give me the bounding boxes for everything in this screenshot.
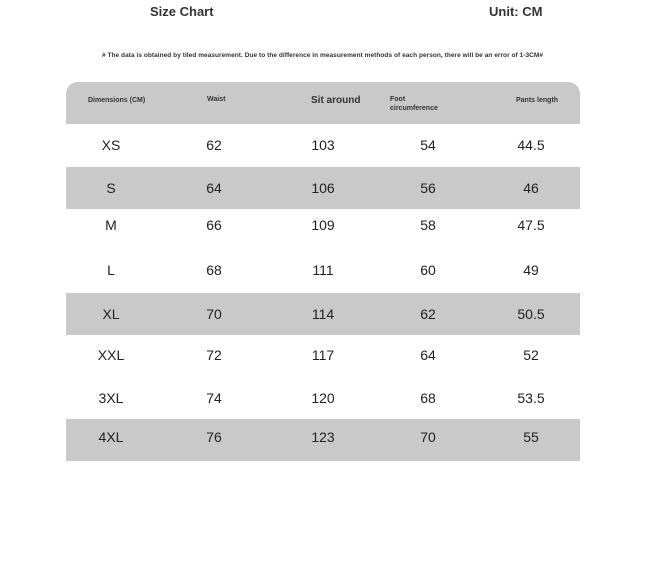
sit-around-cell: 103 [311, 137, 335, 153]
pants-length-cell: 53.5 [517, 390, 545, 406]
size-cell: XL [102, 306, 120, 322]
table-header [66, 82, 580, 124]
table-row [66, 335, 580, 377]
pants-length-cell: 47.5 [517, 217, 545, 233]
pants-length-cell: 55 [523, 429, 539, 445]
foot-circumference-cell: 70 [420, 429, 436, 445]
size-cell: M [105, 217, 117, 233]
pants-length-cell: 52 [523, 347, 539, 363]
header-waist: Waist [207, 96, 226, 103]
waist-cell: 68 [206, 262, 222, 278]
table-row [66, 377, 580, 419]
header-dimensions: Dimensions (CM) [88, 97, 146, 104]
size-cell: XXL [97, 347, 125, 363]
foot-circumference-cell: 62 [420, 306, 436, 322]
pants-length-cell: 50.5 [517, 306, 545, 322]
foot-circumference-cell: 56 [420, 180, 436, 196]
header-sit-around: Sit around [311, 95, 361, 106]
waist-cell: 66 [206, 217, 222, 233]
sit-around-cell: 117 [311, 347, 335, 363]
size-cell: L [107, 262, 115, 278]
unit-label: Unit: CM [489, 4, 543, 19]
table-body [66, 124, 580, 461]
size-table [66, 82, 580, 461]
header-foot-circumference: Foot circumference [390, 96, 438, 112]
sit-around-cell: 109 [311, 217, 335, 233]
waist-cell: 74 [206, 390, 222, 406]
sit-around-cell: 114 [311, 306, 335, 322]
pants-length-cell: 44.5 [517, 137, 545, 153]
foot-circumference-cell: 64 [420, 347, 436, 363]
sit-around-cell: 120 [311, 390, 335, 406]
waist-cell: 76 [206, 429, 222, 445]
waist-cell: 62 [206, 137, 222, 153]
table-row [66, 124, 580, 167]
foot-circumference-cell: 60 [420, 262, 436, 278]
table-row [66, 419, 580, 461]
sit-around-cell: 106 [311, 180, 335, 196]
size-cell: XS [101, 137, 121, 153]
foot-circumference-cell: 54 [420, 137, 436, 153]
pants-length-cell: 49 [523, 262, 539, 278]
table-row [66, 245, 580, 293]
sit-around-cell: 111 [312, 262, 334, 278]
table-row [66, 209, 580, 245]
table-row [66, 167, 580, 209]
sit-around-cell: 123 [311, 429, 335, 445]
waist-cell: 70 [206, 306, 222, 322]
pants-length-cell: 46 [523, 180, 539, 196]
size-cell: S [106, 180, 116, 196]
header-pants-length: Pants length [516, 97, 559, 104]
foot-circumference-cell: 68 [420, 390, 436, 406]
waist-cell: 72 [206, 347, 222, 363]
size-cell: 3XL [98, 390, 124, 406]
foot-circumference-cell: 58 [420, 217, 436, 233]
measurement-note: # The data is obtained by tiled measurement. Due to the difference in measurement methods of each person, there will be an error of 1-3CM# [101, 52, 544, 59]
waist-cell: 64 [206, 180, 222, 196]
size-cell: 4XL [98, 429, 124, 445]
table-row [66, 293, 580, 335]
size-chart-title: Size Chart [150, 4, 214, 19]
